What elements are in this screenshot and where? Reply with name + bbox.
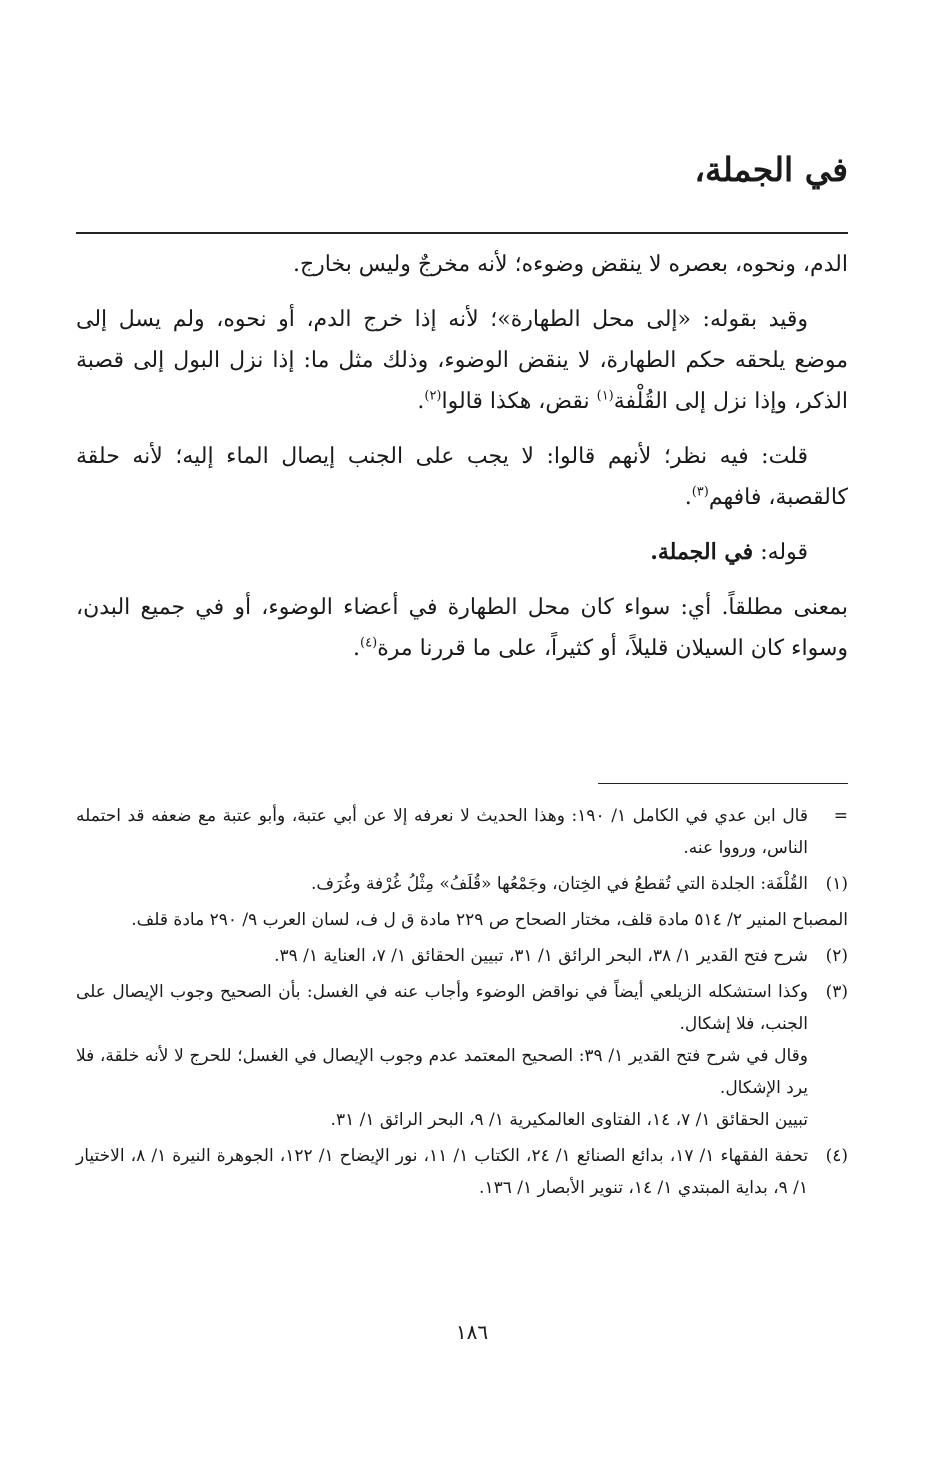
paragraph-5-text: بمعنى مطلقاً. أي: سواء كان محل الطهارة في أعضاء الوضوء، أو في جميع البدن، وسواء كان السيلان قليلاً، أو كثيراً، على ما قررنا مرة bbox=[76, 595, 848, 661]
footnote-ref-4: (٤) bbox=[360, 635, 378, 651]
paragraph-2-end: . bbox=[417, 389, 425, 414]
running-header-title: في الجملة، bbox=[694, 150, 848, 189]
footnotes-section bbox=[76, 800, 848, 1208]
footnote-text: قال ابن عدي في الكامل ١/ ١٩٠: وهذا الحديث لا نعرفه إلا عن أبي عتبة، وأبو عتبة مع ضعفه قد احتمله الناس، ورووا عنه. bbox=[76, 806, 808, 858]
paragraph-2 bbox=[76, 299, 848, 422]
footnote-ref-1: (١) bbox=[596, 388, 614, 404]
paragraph-1: الدم، ونحوه، بعصره لا ينقض وضوءه؛ لأنه مخرجٌ وليس بخارج. bbox=[292, 252, 848, 277]
paragraph-4 bbox=[76, 532, 848, 573]
footnote-marker: (٤) bbox=[825, 1146, 848, 1166]
footnote-text: القُلْفَة: الجلدة التي تُقطعُ في الخِتان، وجَمْعُها «قُلَفُ» مِثْلُ غُرْفة وغُرَف. bbox=[311, 874, 808, 894]
footnote-1-sources bbox=[76, 904, 848, 936]
footnote-ref-3: (٣) bbox=[691, 484, 709, 500]
header-divider bbox=[76, 232, 848, 234]
footnote-divider bbox=[598, 783, 848, 784]
footnote-ref-2: (٢) bbox=[424, 388, 442, 404]
footnote-marker: = bbox=[833, 806, 848, 826]
footnote-marker: (٣) bbox=[825, 982, 848, 1002]
page-number: ١٨٦ bbox=[455, 1320, 489, 1344]
footnote-4 bbox=[76, 1140, 848, 1204]
paragraph-3 bbox=[76, 436, 848, 518]
footnote-text: تحفة الفقهاء ١/ ١٧، بدائع الصنائع ١/ ٢٤، الكتاب ١/ ١١، نور الإيضاح ١/ ١٢٢، الجوهرة النيرة ١/ ٨، الاختيار ١/ ٩، بداية المبتدي ١/ ١٤، تنوير الأبصار ١/ ١٣٦. bbox=[76, 1146, 809, 1198]
footnote-marker: (٢) bbox=[825, 946, 848, 966]
footnote-text: وكذا استشكله الزيلعي أيضاً في نواقض الوضوء وأجاب عنه في الغسل: بأن الصحيح وجوب الإيصال على الجنب، فلا إشكال. bbox=[76, 982, 808, 1034]
paragraph-5-end: . bbox=[353, 636, 361, 661]
footnote-text: المصباح المنير ٢/ ٥١٤ مادة قلف، مختار الصحاح ص ٢٢٩ مادة ق ل ف، لسان العرب ٩/ ٢٩٠ مادة قلف. bbox=[131, 910, 848, 930]
footnote-marker: (١) bbox=[825, 874, 848, 894]
paragraph-5 bbox=[76, 587, 848, 669]
footnote-1 bbox=[76, 868, 848, 900]
paragraph-2-text: وقيد بقوله: «إلى محل الطهارة»؛ لأنه إذا خرج الدم، أو نحوه، ولم يسل إلى موضع يلحقه حكم الطهارة، لا ينقض الوضوء، وذلك مثل ما: إذا نزل البول إلى قصبة الذكر، وإذا نزل إلى القُلْفة bbox=[76, 307, 848, 414]
paragraph-4-prefix: قوله: bbox=[753, 540, 808, 565]
paragraph-3-text: قلت: فيه نظر؛ لأنهم قالوا: لا يجب على الجنب إيصال الماء إليه؛ لأنه حلقة كالقصبة، فافهم bbox=[76, 444, 848, 510]
inline-heading: في الجملة. bbox=[650, 539, 754, 565]
paragraph-3-end: . bbox=[684, 485, 692, 510]
footnote-text: وقال في شرح فتح القدير ١/ ٣٩: الصحيح المعتمد عدم وجوب الإيصال في الغسل؛ للحرج لا لأنه خلقة، فلا يرد الإشكال. bbox=[76, 1046, 809, 1098]
footnote-continuation bbox=[76, 800, 848, 864]
main-body bbox=[76, 244, 848, 683]
footnote-text: شرح فتح القدير ١/ ٣٨، البحر الرائق ١/ ٣١، تبيين الحقائق ١/ ٧، العناية ١/ ٣٩. bbox=[274, 946, 808, 966]
paragraph-2-mid: نقض، هكذا قالوا bbox=[441, 389, 597, 414]
footnote-3 bbox=[76, 976, 848, 1136]
footnote-2 bbox=[76, 940, 848, 972]
footnote-text: تبيين الحقائق ١/ ٧، ١٤، الفتاوى العالمكيرية ١/ ٩، البحر الرائق ١/ ٣١. bbox=[330, 1110, 808, 1130]
